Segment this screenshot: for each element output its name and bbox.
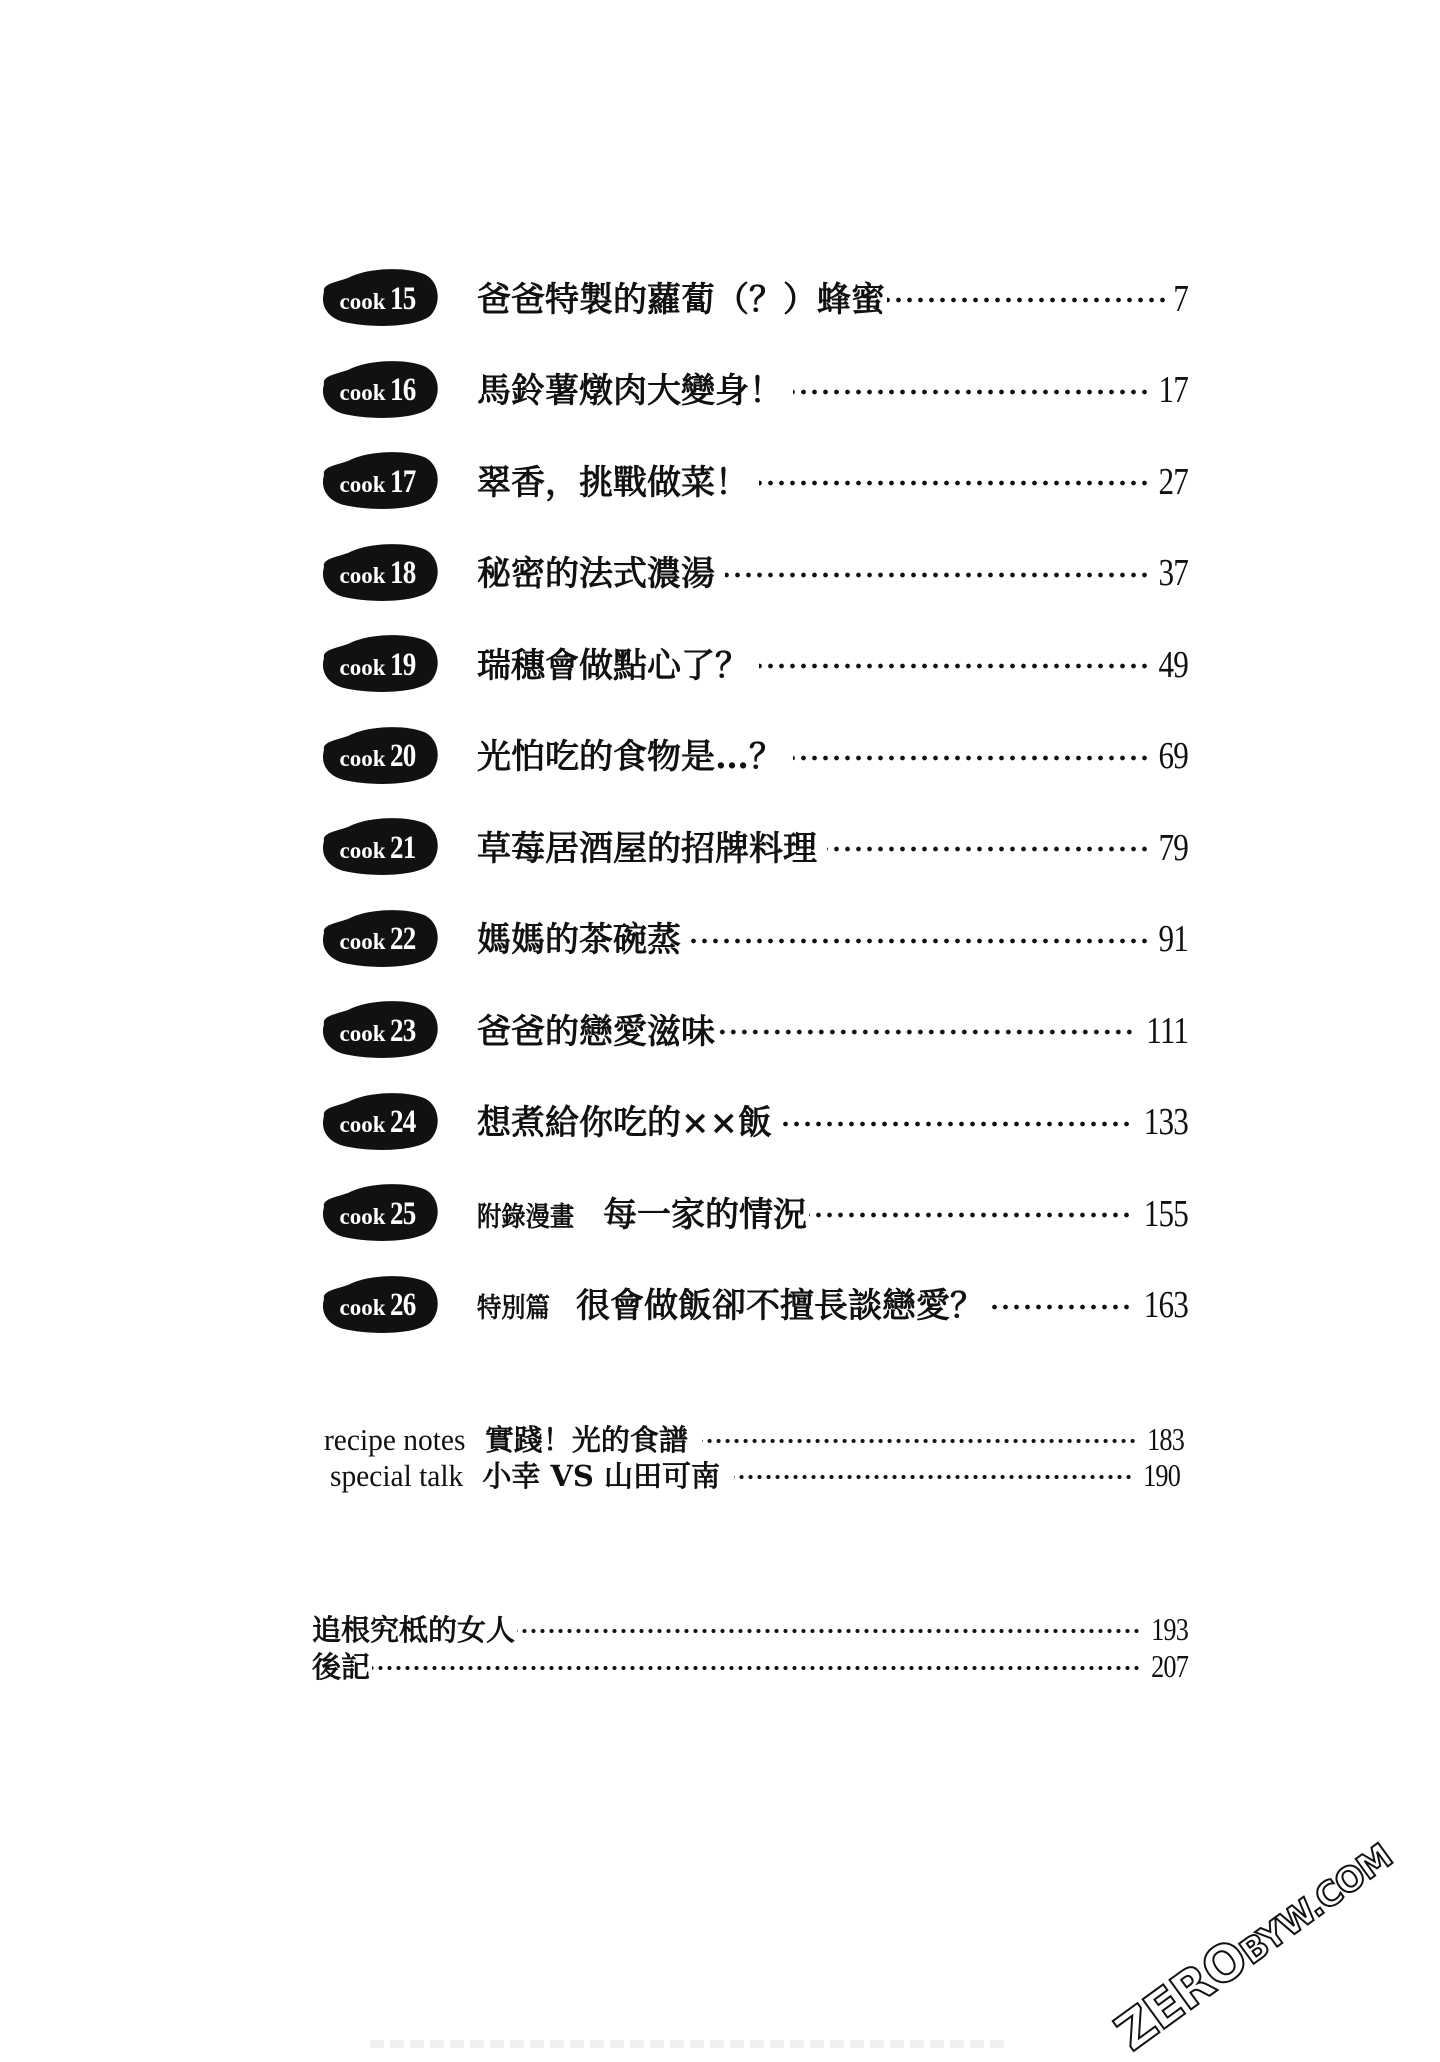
- dot-leader: [782, 1119, 1132, 1129]
- chapter-prefix: 特別篇: [477, 1293, 550, 1324]
- dot-leader: [717, 1027, 1135, 1037]
- dot-leader: [827, 844, 1150, 854]
- badge-label: cook: [339, 471, 386, 497]
- page-number: 207: [1151, 1648, 1188, 1684]
- chapter-prefix: 附錄漫畫: [477, 1201, 575, 1233]
- chapter-title-text: 光怕吃的食物是…？: [477, 737, 783, 777]
- badge-label: cook: [339, 929, 386, 954]
- chapter-title: [477, 272, 1188, 321]
- dot-leader: [725, 570, 1150, 580]
- chapter-title-text: 爸爸特製的蘿蔔（？）蜂蜜: [477, 279, 885, 320]
- badge-label: cook: [339, 1112, 386, 1137]
- badge-label: cook: [339, 380, 386, 405]
- badge-number: 25: [389, 1195, 415, 1232]
- chapter-title: [477, 455, 1188, 504]
- page-number: 111: [1146, 1009, 1188, 1052]
- chapter-row[interactable]: [318, 266, 1188, 326]
- page-number: 49: [1158, 643, 1188, 686]
- cook-badge: [318, 998, 442, 1058]
- cook-badge: [318, 724, 442, 784]
- watermark-suffix: .COM: [1297, 1836, 1400, 1926]
- chapter-title: [477, 821, 1188, 870]
- badge-label: cook: [339, 1203, 386, 1229]
- badge-number: 20: [389, 738, 415, 774]
- dot-leader: [809, 1210, 1132, 1220]
- badge-number: 15: [389, 280, 415, 317]
- dot-leader: [793, 387, 1150, 397]
- chapter-title-text: 馬鈴薯燉肉大變身！: [477, 371, 783, 411]
- chapter-row[interactable]: [318, 632, 1188, 692]
- badge-label: cook: [339, 563, 386, 588]
- cook-badge: [318, 1090, 442, 1150]
- badge-number: 24: [389, 1104, 415, 1140]
- badge-label: cook: [339, 654, 386, 680]
- dot-leader: [986, 1302, 1132, 1312]
- dot-leader: [793, 753, 1150, 763]
- badge-number: 23: [389, 1012, 415, 1049]
- badge-label: cook: [339, 837, 386, 863]
- chapter-title: [477, 1095, 1188, 1144]
- extra-title: 實踐！光的食譜: [484, 1423, 688, 1457]
- chapter-title: [477, 1278, 1188, 1327]
- chapter-title: [477, 546, 1188, 595]
- cook-badge: [318, 815, 442, 875]
- page-number: 17: [1158, 369, 1188, 411]
- dot-leader: [517, 1626, 1141, 1636]
- chapter-title-text: 草莓居酒屋的招牌料理: [477, 828, 817, 869]
- badge-label: cook: [339, 288, 386, 314]
- chapter-title: [477, 363, 1188, 412]
- badge-number: 19: [389, 646, 415, 683]
- chapter-title-text: 很會做飯卻不擅長談戀愛？: [576, 1286, 984, 1326]
- page-number: 37: [1158, 552, 1188, 594]
- chapter-title: [477, 729, 1188, 778]
- page-number: 79: [1158, 826, 1188, 869]
- cook-badge: [318, 632, 442, 692]
- back-matter-row[interactable]: [312, 1645, 1188, 1684]
- back-matter-title: 追根究柢的女人: [312, 1613, 516, 1647]
- page-number: 27: [1158, 460, 1188, 503]
- page-number: 155: [1143, 1192, 1188, 1235]
- chapter-row[interactable]: [318, 1090, 1188, 1150]
- page-number: 190: [1143, 1457, 1180, 1493]
- dot-leader: [759, 661, 1150, 671]
- chapter-row[interactable]: [318, 724, 1188, 784]
- watermark-small: BYW: [1232, 1893, 1322, 1973]
- dot-leader: [702, 1436, 1137, 1446]
- badge-number: 16: [389, 372, 415, 408]
- badge-number: 26: [389, 1287, 415, 1323]
- badge-label: cook: [339, 746, 386, 771]
- badge-label: cook: [339, 1295, 386, 1320]
- cook-badge: [318, 907, 442, 967]
- watermark-main: ZERO: [1104, 1928, 1259, 2062]
- page-number: 163: [1143, 1284, 1188, 1326]
- chapter-title-text: 媽媽的茶碗蒸: [477, 920, 681, 960]
- back-matter-title: 後記: [312, 1650, 371, 1684]
- extra-row-special-talk[interactable]: [330, 1454, 1180, 1493]
- chapter-row[interactable]: [318, 815, 1188, 875]
- chapter-title-text: 每一家的情況: [603, 1194, 807, 1235]
- badge-number: 18: [389, 555, 415, 591]
- chapter-title: [477, 1004, 1188, 1053]
- cook-badge: [318, 1181, 442, 1241]
- dot-leader: [734, 1472, 1133, 1482]
- chapter-title-text: 想煮給你吃的××飯: [477, 1103, 772, 1143]
- chapter-row[interactable]: [318, 449, 1188, 509]
- page-number: 183: [1147, 1421, 1184, 1457]
- page-number: 133: [1143, 1101, 1188, 1143]
- chapter-row[interactable]: [318, 1181, 1188, 1241]
- chapter-title-text: 秘密的法式濃湯: [477, 554, 715, 594]
- chapter-title-text: 翠香，挑戰做菜！: [477, 462, 749, 503]
- cook-badge: [318, 1273, 442, 1333]
- chapter-row[interactable]: [318, 998, 1188, 1058]
- badge-label: cook: [339, 1020, 386, 1046]
- chapter-row[interactable]: [318, 1273, 1188, 1333]
- page-number: 7: [1173, 277, 1188, 320]
- page-number: 193: [1151, 1611, 1188, 1647]
- chapter-title-text: 瑞穗會做點心了？: [477, 645, 749, 686]
- extra-title: 小幸 VS 山田可南: [482, 1459, 720, 1493]
- dot-leader: [691, 936, 1150, 946]
- chapter-title: [477, 912, 1188, 961]
- cook-badge: [318, 449, 442, 509]
- cook-badge: [318, 358, 442, 418]
- dot-leader: [372, 1663, 1141, 1673]
- chapter-title-text: 爸爸的戀愛滋味: [477, 1011, 715, 1052]
- dot-leader: [759, 478, 1150, 488]
- badge-number: 22: [389, 921, 415, 957]
- badge-number: 21: [389, 829, 415, 866]
- chapter-row[interactable]: [318, 358, 1188, 418]
- cook-badge: [318, 541, 442, 601]
- chapter-row[interactable]: [318, 541, 1188, 601]
- chapter-title: [477, 638, 1188, 687]
- back-matter-row[interactable]: [312, 1608, 1188, 1647]
- cook-badge: [318, 266, 442, 326]
- chapter-title: [477, 1187, 1188, 1236]
- page-number: 91: [1158, 918, 1188, 960]
- dot-leader: [887, 295, 1168, 305]
- extra-label: special talk: [330, 1458, 464, 1493]
- extra-row-recipe-notes[interactable]: [324, 1418, 1184, 1457]
- extra-label: recipe notes: [324, 1422, 466, 1457]
- faint-footer-text: [370, 2040, 1010, 2048]
- badge-number: 17: [389, 463, 415, 500]
- chapter-row[interactable]: [318, 907, 1188, 967]
- page-number: 69: [1158, 735, 1188, 777]
